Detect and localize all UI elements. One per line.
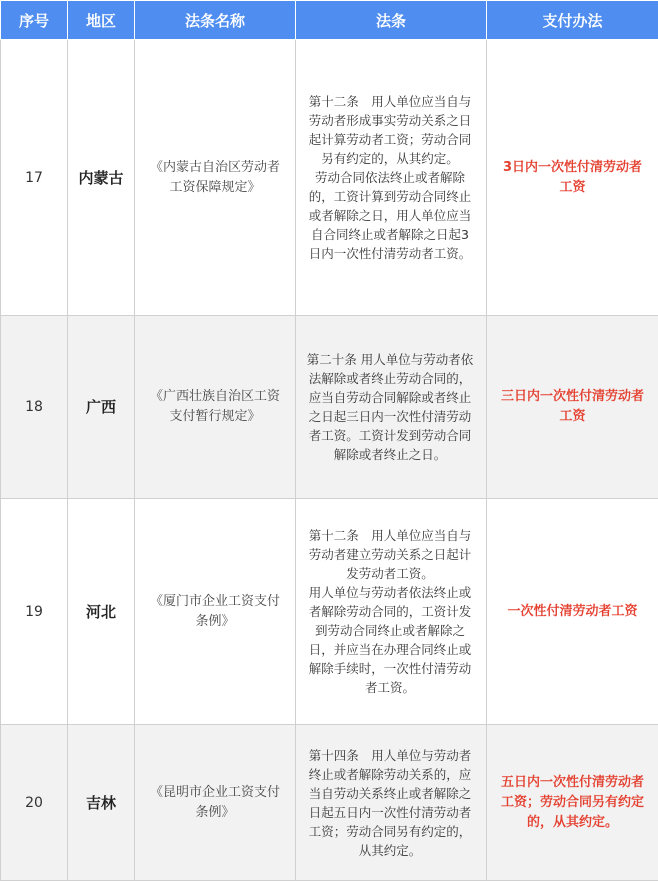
- header-payment: 支付办法: [487, 1, 658, 40]
- row-law-name: 《广西壮族自治区工资支付暂行规定》: [135, 316, 296, 499]
- row-article: [296, 725, 487, 881]
- row-region: 吉林: [68, 725, 135, 881]
- table-header-row: [1, 1, 658, 40]
- row-article: [296, 499, 487, 725]
- row-law-name: 《昆明市企业工资支付条例》: [135, 725, 296, 881]
- row-seq: 19: [1, 499, 68, 725]
- article-paragraph: 第十二条 用人单位应当自与劳动者形成事实劳动关系之日起计算劳动者工资；劳动合同另有约定的，从其约定。: [306, 92, 474, 168]
- table-row: [1, 499, 658, 725]
- header-region: 地区: [68, 1, 135, 40]
- row-payment: 一次性付清劳动者工资: [487, 499, 658, 725]
- table-row: [1, 725, 658, 881]
- article-paragraph: 第十四条 用人单位与劳动者终止或者解除劳动关系的，应当自劳动关系终止或者解除之日起五日内一次性付清劳动者工资；劳动合同另有约定的，从其约定。: [306, 746, 474, 860]
- table-row: [1, 40, 658, 316]
- row-seq: 17: [1, 40, 68, 316]
- table-row: [1, 316, 658, 499]
- row-region: 广西: [68, 316, 135, 499]
- article-paragraph: 劳动合同依法终止或者解除的，工资计算到劳动合同终止或者解除之日，用人单位应当自合同终止或者解除之日起3日内一次性付清劳动者工资。: [306, 168, 474, 263]
- row-payment: 五日内一次性付清劳动者工资；劳动合同另有约定的，从其约定。: [487, 725, 658, 881]
- header-seq: 序号: [1, 1, 68, 40]
- row-seq: 20: [1, 725, 68, 881]
- row-payment: 三日内一次性付清劳动者工资: [487, 316, 658, 499]
- row-article: [296, 40, 487, 316]
- header-law-name: 法条名称: [135, 1, 296, 40]
- row-payment: 3日内一次性付清劳动者工资: [487, 40, 658, 316]
- article-paragraph: 第二十条 用人单位与劳动者依法解除或者终止劳动合同的，应当自劳动合同解除或者终止之日起三日内一次性付清劳动者工资。工资计发到劳动合同解除或者终止之日。: [306, 350, 474, 464]
- row-region: 河北: [68, 499, 135, 725]
- article-paragraph: 第十二条 用人单位应当自与劳动者建立劳动关系之日起计发劳动者工资。: [306, 526, 474, 583]
- row-region: 内蒙古: [68, 40, 135, 316]
- header-article: 法条: [296, 1, 487, 40]
- row-law-name: 《厦门市企业工资支付条例》: [135, 499, 296, 725]
- row-law-name: 《内蒙古自治区劳动者工资保障规定》: [135, 40, 296, 316]
- article-paragraph: 用人单位与劳动者依法终止或者解除劳动合同的，工资计发到劳动合同终止或者解除之日，并应当在办理合同终止或解除手续时，一次性付清劳动者工资。: [306, 583, 474, 697]
- row-seq: 18: [1, 316, 68, 499]
- row-article: [296, 316, 487, 499]
